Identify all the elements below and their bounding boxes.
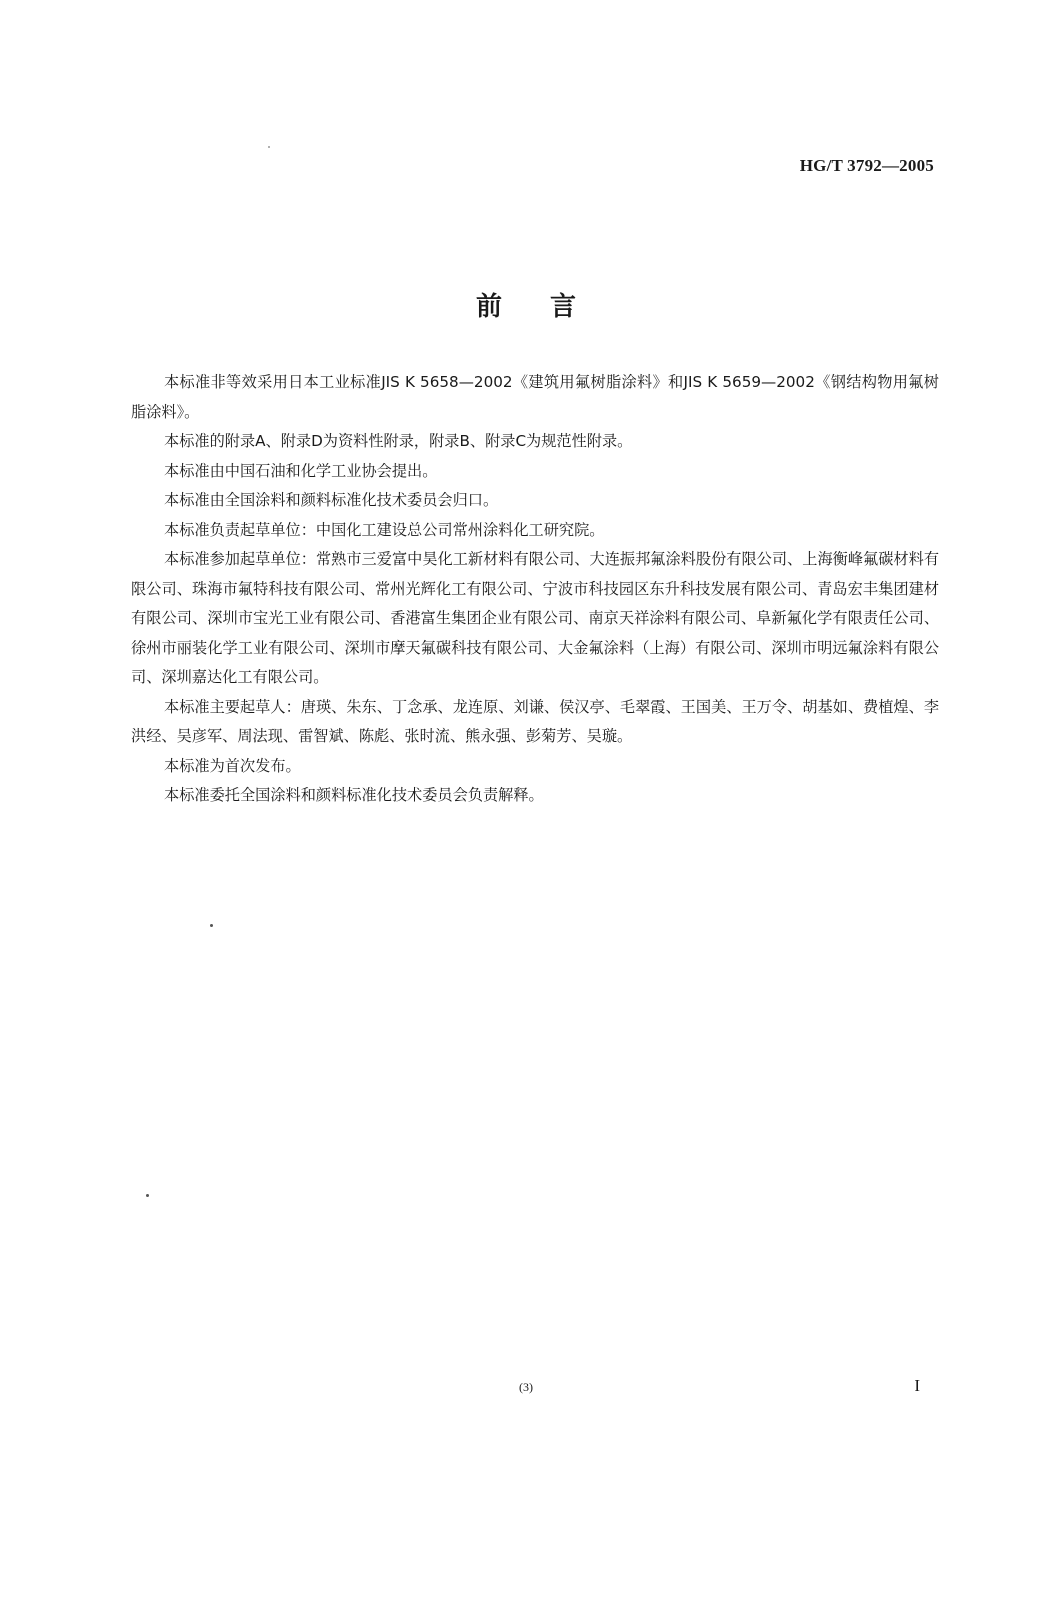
scan-speck [146, 1194, 149, 1197]
page-marker: (3) [519, 1380, 533, 1394]
scan-speck [210, 924, 213, 927]
foreword-body [131, 368, 939, 811]
page-number-roman: I [914, 1376, 920, 1395]
paragraph-centralized: 本标准由全国涂料和颜料标准化技术委员会归口。 [164, 491, 499, 509]
paragraph-lead-drafter: 本标准负责起草单位：中国化工建设总公司常州涂料化工研究院。 [164, 520, 605, 539]
paragraph-participating-units: 本标准参加起草单位：常熟市三爱富中昊化工新材料有限公司、大连振邦氟涂料股份有限公司、上海衡峰氟碳材料有限公司、珠海市氟特科技有限公司、常州光辉化工有限公司、宁波市科技园区东升科技发展有限公司、青岛宏丰集团建材有限公司、深圳市宝光工业有限公司、香港富生集团企业有限公司、南京天祥涂料有限公司、阜新氟化学有限责任公司、徐州市丽装化学工业有限公司、深圳市摩天氟碳科技有限公司、大金氟涂料（上海）有限公司、深圳市明远氟涂料有限公司、深圳嘉达化工有限公司。 [131, 550, 939, 686]
paragraph-main-drafters: 本标准主要起草人：唐瑛、朱东、丁念承、龙连原、刘谦、侯汉亭、毛翠霞、王国美、王万令、胡基如、费植煌、李洪经、吴彦军、周法现、雷智斌、陈彪、张时流、熊永强、彭菊芳、吴璇。 [131, 697, 939, 745]
paragraph-appendices: 本标准的附录A、附录D为资料性附录，附录B、附录C为规范性附录。 [164, 432, 633, 450]
scan-speck [268, 146, 270, 148]
paragraph-adoption: 本标准非等效采用日本工业标准JIS K 5658—2002《建筑用氟树脂涂料》和JIS K 5659—2002《钢结构物用氟树脂涂料》。 [131, 373, 939, 421]
paragraph-proposer: 本标准由中国石油和化学工业协会提出。 [164, 461, 438, 480]
paragraph-interpretation: 本标准委托全国涂料和颜料标准化技术委员会负责解释。 [164, 786, 544, 804]
standard-number: HG/T 3792—2005 [799, 156, 934, 175]
page-title: 前言 [475, 292, 624, 322]
paragraph-first-release: 本标准为首次发布。 [164, 756, 301, 775]
